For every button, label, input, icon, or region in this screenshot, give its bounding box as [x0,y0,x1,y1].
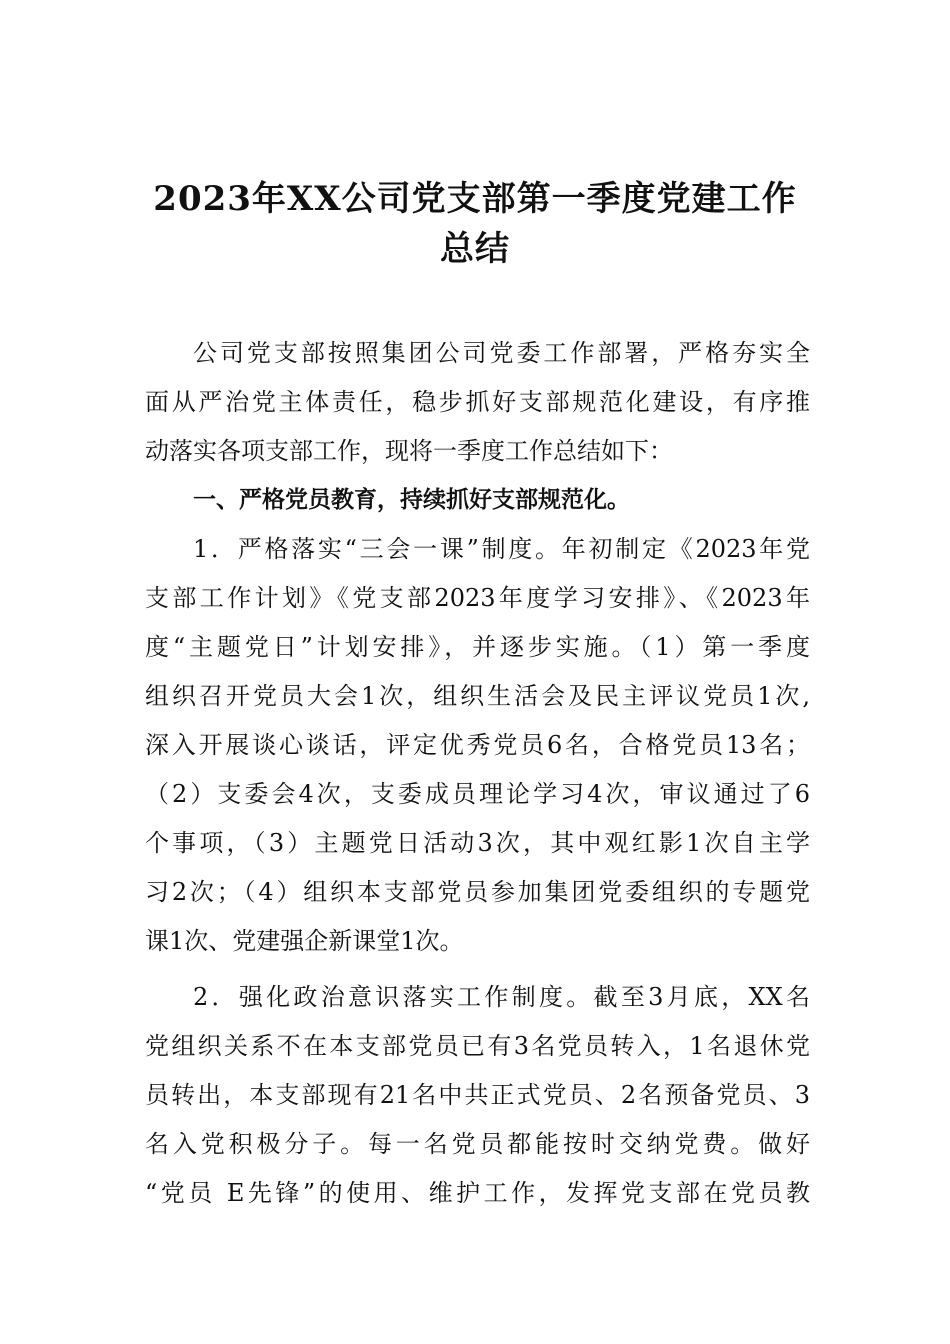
item-1-line-9: 课1次、党建强企新课堂1次。 [145,927,464,955]
item-1-line-8: 习2次；（4）组织本支部党员参加集团党委组织的专题党 [145,878,810,906]
item-2-line-5: “党员 E先锋”的使用、维护工作，发挥党支部在党员教 [145,1179,810,1207]
item-1-line-5: 深入开展谈心谈话，评定优秀党员6名，合格党员13名； [145,731,810,759]
item-1-line-2: 支部工作计划》《党支部2023年度学习安排》、《2023年 [145,584,810,612]
item-2-line-3: 员转出，本支部现有21名中共正式党员、2名预备党员、3 [145,1081,810,1109]
intro-line-2: 面从严治党主体责任，稳步抓好支部规范化建设，有序推 [145,388,810,416]
item-1-line-3: 度“主题党日”计划安排》，并逐步实施。（1）第一季度 [145,633,810,661]
intro-line-3: 动落实各项支部工作，现将一季度工作总结如下： [145,437,673,465]
document-title-line-1: 2023年XX公司党支部第一季度党建工作 [153,179,797,219]
item-1-line-6: （2）支委会4次，支委成员理论学习4次，审议通过了6 [145,780,810,808]
section-1-heading: 一、严格党员教育，持续抓好支部规范化。 [193,487,630,513]
item-2-line-2: 党组织关系不在本支部党员已有3名党员转入，1名退休党 [145,1032,810,1060]
item-1-line-7: 个事项，（3）主题党日活动3次，其中观红影1次自主学 [145,829,810,857]
item-1-line-4: 组织召开党员大会1次，组织生活会及民主评议党员1次, [145,682,810,710]
item-2-line-4: 名入党积极分子。每一名党员都能按时交纳党费。做好 [145,1130,810,1158]
intro-line-1: 公司党支部按照集团公司党委工作部署，严格夯实全 [193,339,810,367]
item-1-line-1: 1．严格落实“三会一课”制度。年初制定《2023年党 [193,535,810,563]
document-title-line-2: 总结 [440,229,510,269]
item-2-line-1: 2．强化政治意识落实工作制度。截至3月底，XX名 [193,983,810,1011]
